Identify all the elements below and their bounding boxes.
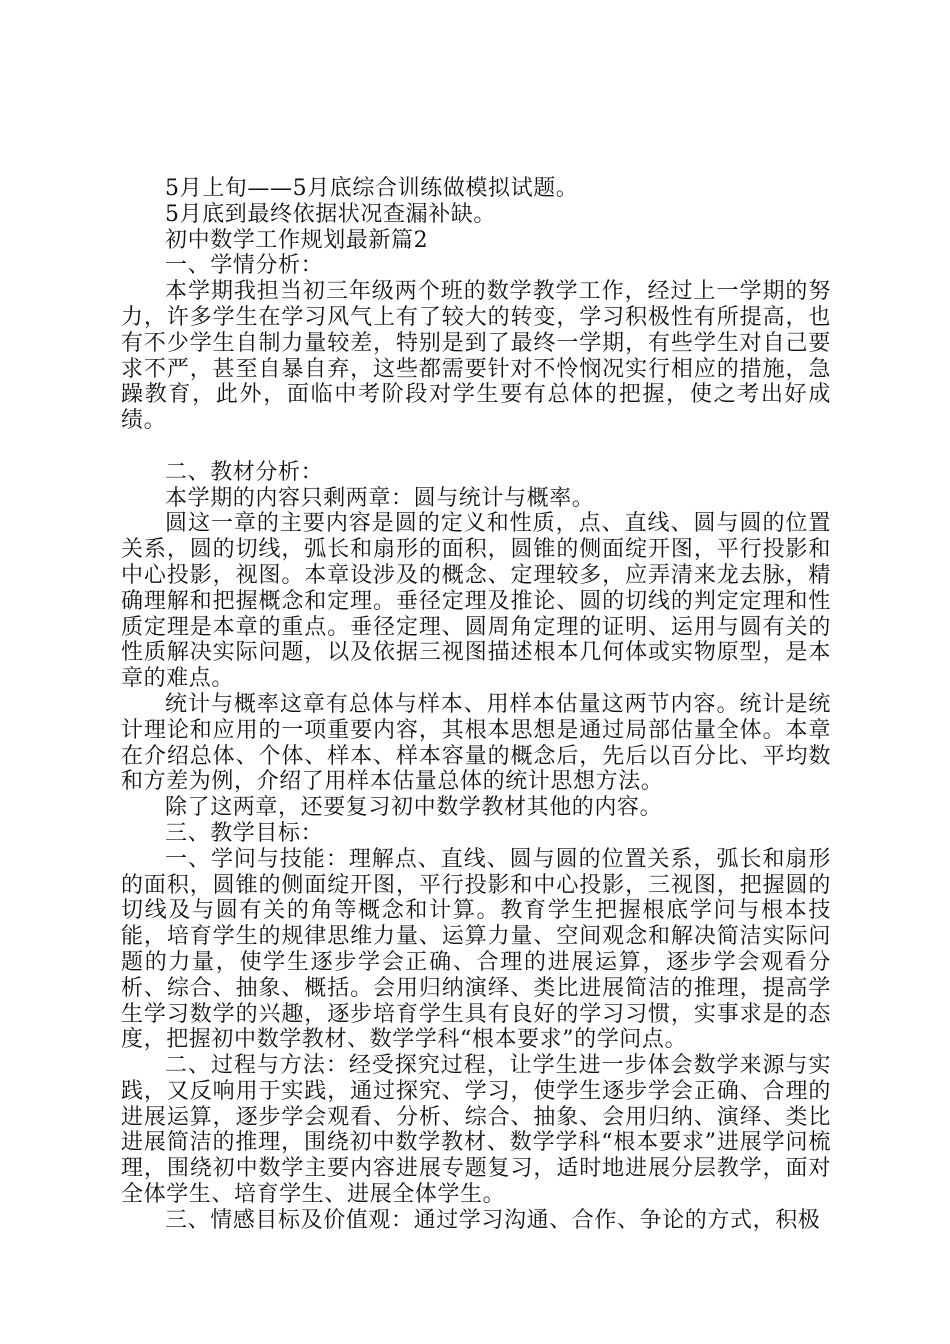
section-title-plan-2: 初中数学工作规划最新篇2 bbox=[165, 227, 429, 253]
paragraph-circle-chapter: 圆这一章的主要内容是圆的定义和性质，点、直线、圆与圆的位置关系，圆的切线，弧长和扇形的面积，圆锥的侧面绽开图，平行投影和中心投影，视图。本章设涉及的概念、定理较多，应弄清来龙去脉，精确理解和把握概念和定理。垂径定理及推论、圆的切线的判定定理和性质定理是本章的重点。垂径定理、圆周角定理的证明、运用与圆有关的性质解决实际问题，以及依据三视图描述根本几何体或实物原型，是本章的难点。 bbox=[121, 511, 831, 692]
paragraph-emotion-values: 三、情感目标及价值观：通过学习沟通、合作、争论的方式，积极 bbox=[165, 1207, 821, 1233]
paragraph-process-method: 二、过程与方法：经受探究过程，让学生进一步体会数学来源与实践，又反响用于实践，通过探究、学习，使学生逐步学会正确、合理的进展运算，逐步学会观看、分析、综合、抽象、会用归纳、演绎、类比进展简洁的推理，围绕初中数学教材、数学学科“根本要求”进展学问梳理，围绕初中数学主要内容进展专题复习，适时地进展分层教学，面对全体学生、培育学生、进展全体学生。 bbox=[121, 1053, 831, 1208]
paragraph-two-chapters: 本学期的内容只剩两章：圆与统计与概率。 bbox=[165, 485, 595, 511]
paragraph-statistics-chapter: 统计与概率这章有总体与样本、用样本估量这两节内容。统计是统计理论和应用的一项重要内容，其根本思想是通过局部估量全体。本章在介绍总体、个体、样本、样本容量的概念后，先后以百分比、平均数和方差为例，介绍了用样本估量总体的统计思想方法。 bbox=[121, 691, 831, 795]
paragraph-schedule-may: 5月上旬——5月底综合训练做模拟试题。 bbox=[165, 176, 579, 201]
paragraph-gap bbox=[121, 434, 831, 460]
heading-student-analysis: 一、学情分析： bbox=[165, 253, 324, 279]
heading-textbook-analysis: 二、教材分析： bbox=[165, 459, 324, 485]
document-body bbox=[121, 176, 831, 1234]
paragraph-schedule-end-may: 5月底到最终依据状况查漏补缺。 bbox=[165, 201, 496, 227]
heading-teaching-goals: 三、教学目标： bbox=[165, 820, 324, 846]
paragraph-other-review: 除了这两章，还要复习初中数学教材其他的内容。 bbox=[165, 795, 663, 821]
paragraph-student-analysis: 本学期我担当初三年级两个班的数学教学工作，经过上一学期的努力，许多学生在学习风气上有了较大的转变，学习积极性有所提高，也有不少学生自制力量较差，特别是到了最终一学期，有些学生对自己要求不严，甚至自暴自弃，这些都需要针对不怜悯况实行相应的措施，急躁教育，此外，面临中考阶段对学生要有总体的把握，使之考出好成绩。 bbox=[121, 279, 831, 434]
paragraph-knowledge-skills: 一、学问与技能：理解点、直线、圆与圆的位置关系，弧长和扇形的面积，圆锥的侧面绽开图，平行投影和中心投影，三视图，把握圆的切线及与圆有关的角等概念和计算。教育学生把握根底学问与根本技能，培育学生的规律思维力量、运算力量、空间观念和解决简洁实际问题的力量，使学生逐步学会正确、合理的进展运算，逐步学会观看分析、综合、抽象、概括。会用归纳演绎、类比进展简洁的推理，提高学生学习数学的兴趣，逐步培育学生具有良好的学习习惯，实事求是的态度，把握初中数学教材、数学学科“根本要求”的学问点。 bbox=[121, 846, 831, 1053]
